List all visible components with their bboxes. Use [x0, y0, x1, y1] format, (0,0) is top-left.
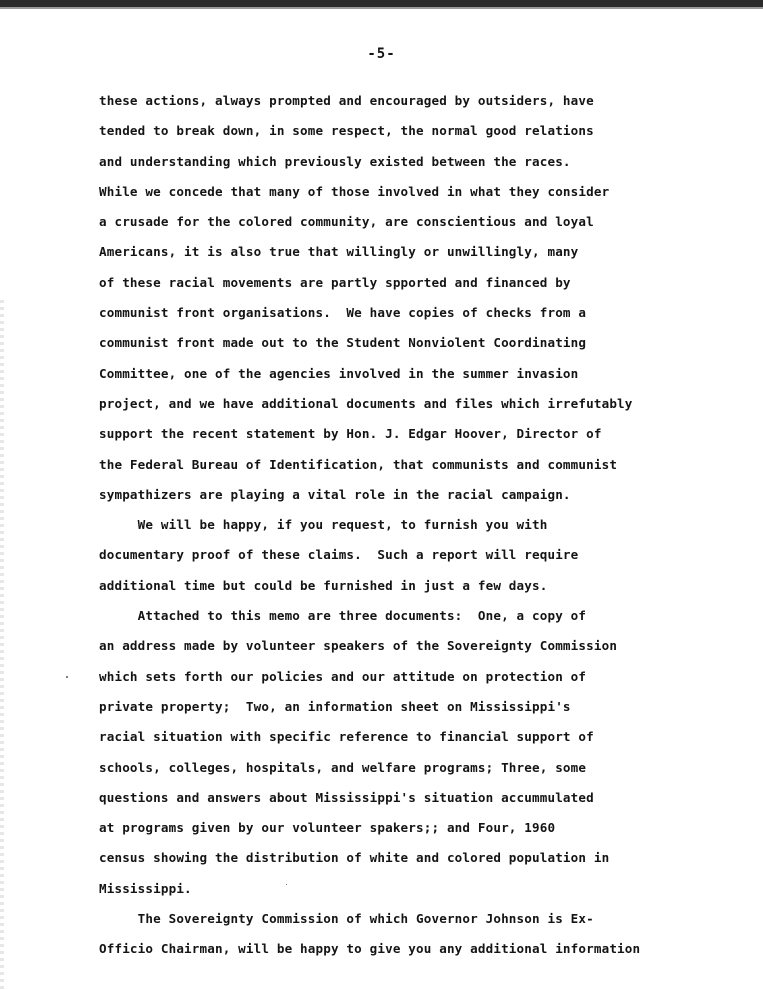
text-line: documentary proof of these claims. Such a report will require	[99, 547, 579, 563]
text-line: Committee, one of the agencies involved in the summer invasion	[99, 365, 579, 381]
text-line: additional time but could be furnished in just a few days.	[99, 577, 548, 593]
text-line: The Sovereignty Commission of which Governor Johnson is Ex-	[99, 911, 594, 927]
scan-top-border-shadow	[0, 7, 763, 9]
text-line: While we concede that many of those involved in what they consider	[99, 183, 610, 199]
text-line: at programs given by our volunteer spakers;; and Four, 1960	[99, 820, 556, 836]
text-line: a crusade for the colored community, are conscientious and loyal	[99, 214, 594, 230]
text-line: schools, colleges, hospitals, and welfare programs; Three, some	[99, 759, 587, 775]
text-line: tended to break down, in some respect, the normal good relations	[99, 123, 594, 139]
scan-speck	[286, 884, 287, 885]
text-line: Americans, it is also true that willingly or unwillingly, many	[99, 244, 579, 260]
text-line: Mississippi.	[99, 880, 192, 896]
scan-left-edge	[0, 300, 4, 990]
text-line: private property; Two, an information sheet on Mississippi's	[99, 698, 571, 714]
text-line: questions and answers about Mississippi's situation accummulated	[99, 789, 594, 805]
text-line: communist front organisations. We have copies of checks from a	[99, 305, 587, 321]
text-line: communist front made out to the Student Nonviolent Coordinating	[99, 335, 587, 351]
document-body	[99, 91, 749, 970]
text-line: project, and we have additional documents and files which irrefutably	[99, 395, 633, 411]
page-number: -5-	[367, 46, 396, 62]
text-line: an address made by volunteer speakers of the Sovereignty Commission	[99, 638, 618, 654]
scan-speck	[66, 676, 68, 678]
text-line: Attached to this memo are three documents: One, a copy of	[99, 608, 587, 624]
text-line: racial situation with specific reference to financial support of	[99, 729, 594, 745]
scan-top-border	[0, 0, 763, 7]
text-line: census showing the distribution of white and colored population in	[99, 850, 610, 866]
text-line: the Federal Bureau of Identification, that communists and communist	[99, 456, 618, 472]
text-line: these actions, always prompted and encouraged by outsiders, have	[99, 93, 594, 108]
text-line: We will be happy, if you request, to furnish you with	[99, 517, 548, 533]
text-line: and understanding which previously existed between the races.	[99, 153, 571, 169]
text-line: Officio Chairman, will be happy to give you any additional information	[99, 941, 641, 957]
text-line: which sets forth our policies and our attitude on protection of	[99, 668, 587, 684]
text-line: sympathizers are playing a vital role in the racial campaign.	[99, 486, 571, 502]
text-line: of these racial movements are partly spported and financed by	[99, 274, 571, 290]
text-line: support the recent statement by Hon. J. Edgar Hoover, Director of	[99, 426, 602, 442]
